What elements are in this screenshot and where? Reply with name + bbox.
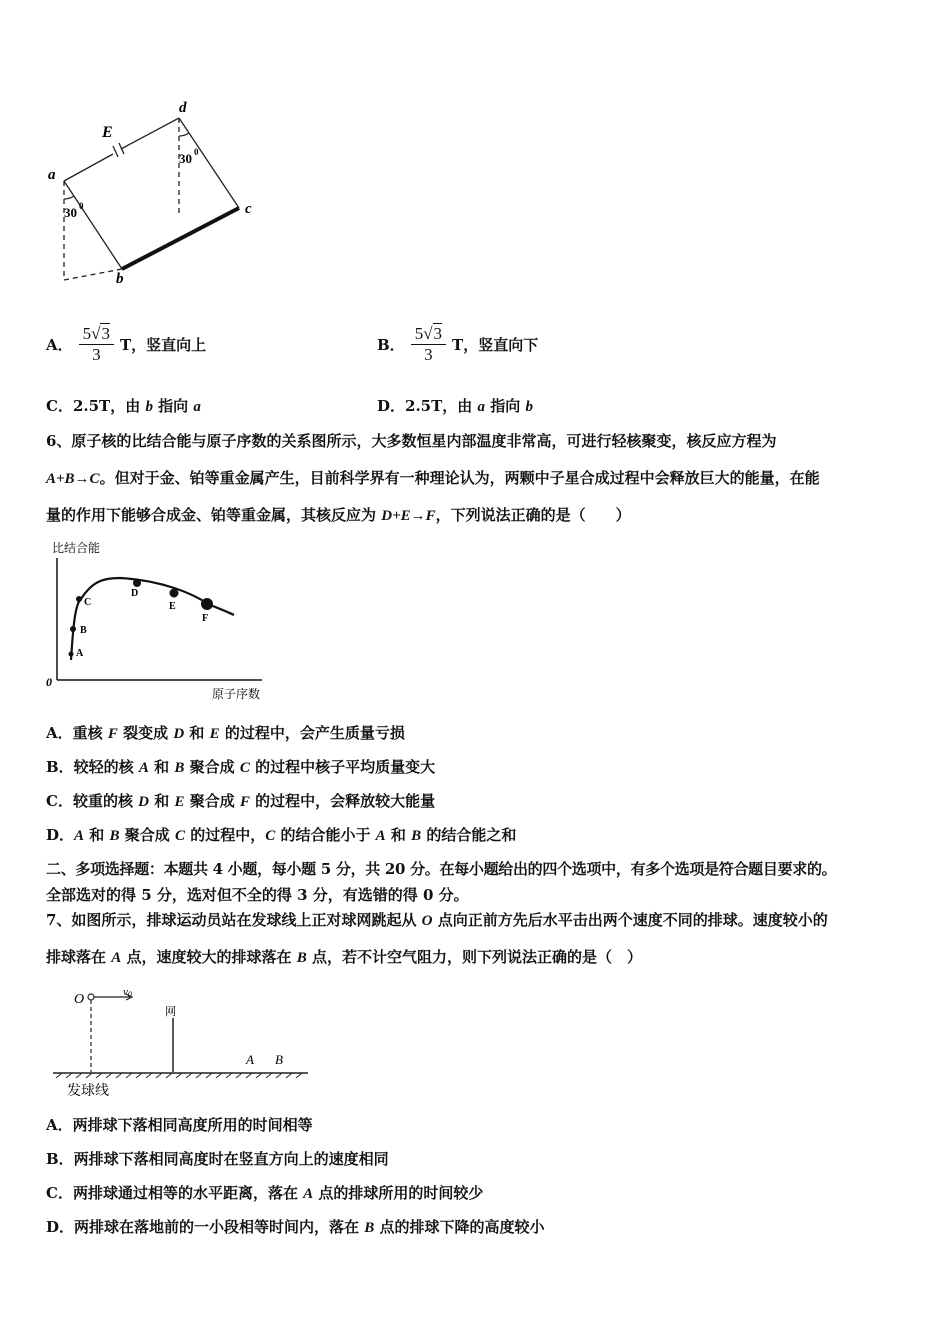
circuit-figure <box>40 95 270 295</box>
q6-stem-line3: 量的作用下能够合成金、铂等重金属，其核反应为 D+E→F，下列说法正确的是（ ） <box>46 506 631 524</box>
q7-option-b[interactable]: B．两排球下落相同高度时在竖直方向上的速度相同 <box>46 1150 389 1168</box>
x-axis-label: 原子序数 <box>212 687 261 701</box>
angle-d-degree: 0 <box>194 147 199 157</box>
option-text: T，竖直向上 <box>119 335 207 354</box>
point-f <box>201 598 213 624</box>
angle-a-label: 30 <box>64 205 77 220</box>
angle-a-degree: 0 <box>79 201 84 211</box>
q6-option-b[interactable]: B．较轻的核 A 和 B 聚合成 C 的过程中核子平均质量变大 <box>46 758 436 776</box>
svg-text:C: C <box>84 597 92 608</box>
q7-stem-line1: 7、如图所示，排球运动员站在发球线上正对球网跳起从 O 点向正前方先后水平击出两个速度不同的排球。速度较小的 <box>46 911 828 929</box>
fraction: $\frac{5√3}{3}$ <box>79 324 114 365</box>
q6-stem-line2: A+B→C。但对于金、铂等重金属产生，目前科学界有一种理论认为，两颗中子星合成过程中会释放巨大的能量，在能 <box>46 469 820 487</box>
fraction: $\frac{5√3}{3}$ <box>411 324 446 365</box>
label-b: b <box>116 271 124 287</box>
label-o: O <box>74 992 85 1007</box>
ball-o <box>88 994 94 1000</box>
svg-text:A: A <box>76 648 84 659</box>
equation: A+B→C <box>46 471 100 487</box>
q6-option-a[interactable]: A．重核 F 裂变成 D 和 E 的过程中，会产生质量亏损 <box>46 724 405 742</box>
angle-d-label: 30 <box>179 151 192 166</box>
q7-stem-line2: 排球落在 A 点，速度较大的排球落在 B 点，若不计空气阻力，则下列说法正确的是（ ） <box>46 948 642 966</box>
rod-bc <box>122 208 239 269</box>
q7-option-d[interactable]: D．两排球在落地前的一小段相等时间内，落在 B 点的排球下降的高度较小 <box>46 1218 545 1236</box>
option-letter: A． <box>46 335 73 354</box>
q7-option-c[interactable]: C．两排球通过相等的水平距离，落在 A 点的排球所用的时间较少 <box>46 1184 484 1202</box>
q6-stem-line1: 6、原子核的比结合能与原子序数的关系图所示，大多数恒星内部温度非常高，可进行轻核聚变，核反应方程为 <box>46 432 777 450</box>
q5-option-d[interactable]: D．2.5T，由 a 指向 b <box>377 397 533 415</box>
label-b: B <box>275 1052 283 1067</box>
curve <box>71 578 234 660</box>
binding-energy-chart <box>40 538 280 706</box>
option-text: T，竖直向下 <box>452 335 539 354</box>
svg-text:B: B <box>80 625 87 636</box>
label-E: E <box>102 124 113 141</box>
y-axis-label: 比结合能 <box>52 541 101 555</box>
net-label: 网 <box>165 1006 176 1018</box>
label-a: A <box>246 1052 254 1067</box>
origin-label: 0 <box>46 675 52 689</box>
equation: D+E→F <box>381 508 436 524</box>
point-e <box>169 589 179 613</box>
label-v0: v0 <box>123 986 132 999</box>
q6-option-d[interactable]: D．A 和 B 聚合成 C 的过程中，C 的结合能小于 A 和 B 的结合能之和 <box>46 826 517 844</box>
label-c: c <box>245 201 252 217</box>
q7-option-a[interactable]: A．两排球下落相同高度所用的时间相等 <box>46 1116 313 1134</box>
q5-option-c[interactable]: C．2.5T，由 b 指向 a <box>46 397 201 415</box>
volleyball-figure <box>50 982 320 1100</box>
section2-heading-line2: 全部选对的得 5 分，选对但不全的得 3 分，有选错的得 0 分。 <box>46 886 469 904</box>
section2-heading-line1: 二、多项选择题：本题共 4 小题，每小题 5 分，共 20 分。在每小题给出的四个选项中，有多个选项是符合题目要求的。 <box>46 860 837 878</box>
label-d: d <box>179 100 187 116</box>
svg-text:F: F <box>202 613 209 624</box>
svg-text:E: E <box>169 601 176 612</box>
point-d <box>131 579 141 599</box>
q5-option-a[interactable] <box>46 316 206 372</box>
q6-option-c[interactable]: C．较重的核 D 和 E 聚合成 F 的过程中，会释放较大能量 <box>46 792 436 810</box>
svg-text:D: D <box>131 588 139 599</box>
label-a: a <box>48 167 56 183</box>
q5-option-b[interactable] <box>377 316 538 372</box>
serve-line-label: 发球线 <box>67 1084 109 1099</box>
option-letter: B． <box>377 335 405 354</box>
